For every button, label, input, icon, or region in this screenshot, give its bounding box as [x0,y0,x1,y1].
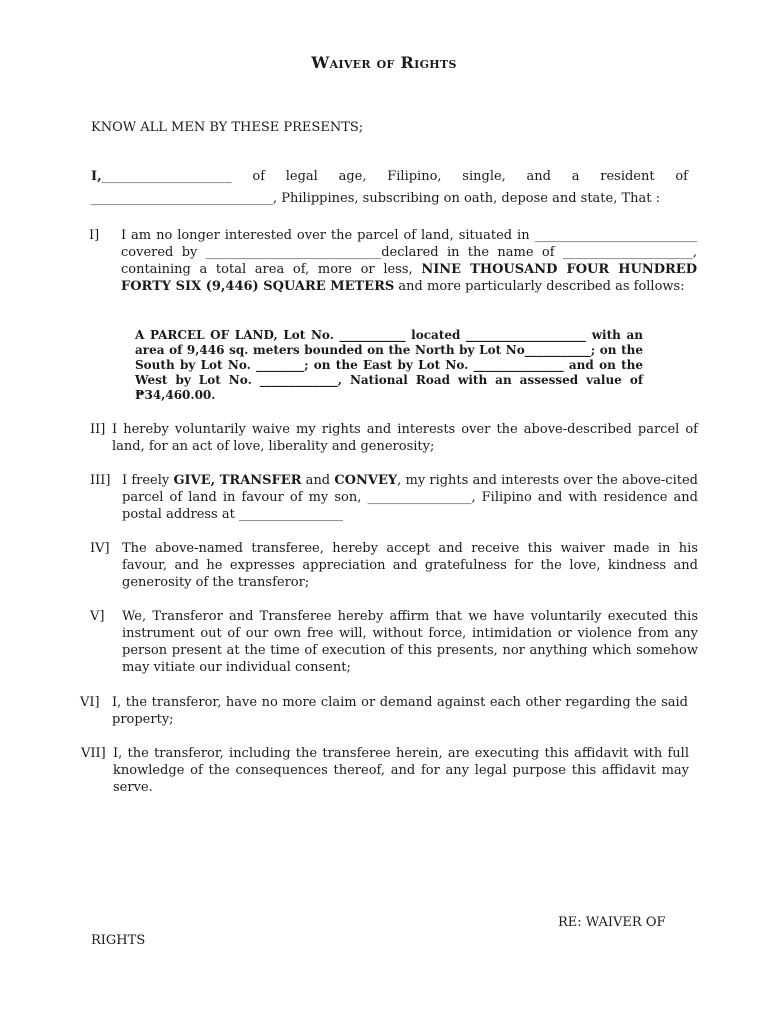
section-2-number: II] [90,422,106,437]
section-6 [80,694,688,728]
intro-text: KNOW ALL MEN BY THESE PRESENTS; [91,120,364,135]
section-6-text: I, the transferor, have no more claim or demand against each other regarding the said property; [112,695,688,727]
section-3-give-transfer: GIVE, TRANSFER [173,473,302,488]
section-3-pre: I freely [122,473,174,488]
section-7-text: I, the transferor, including the transferee herein, are executing this affidavit with full knowledge of the consequences thereof, and for any legal purpose this affidavit may serve. [113,746,689,795]
opening-pronoun: I, [91,169,102,184]
section-4-text: The above-named transferee, hereby accept and receive this waiver made in his favour, and he expresses appreciation and gratefulness for the love, kindness and generosity of the transferor; [122,541,698,590]
section-2-text: I hereby voluntarily waive my rights and interests over the above-described parcel of land, for an act of love, liberality and generosity; [112,422,698,454]
section-1-area-bold: NINE THOUSAND FOUR HUNDRED FORTY SIX (9,446) SQUARE METERS [121,262,697,294]
section-2 [90,421,698,455]
section-3-and: and [301,473,335,488]
section-3-rest: , my rights and interests over the above-cited parcel of land in favour of my son, ________________, Filipino and with residence and postal address at ________________ [122,473,698,522]
section-4-number: IV] [90,541,110,556]
section-1-text-b: and more particularly described as follows: [394,279,685,294]
section-5-number: V] [90,609,105,624]
section-3-number: III] [90,473,111,488]
section-1-number: I] [89,228,100,243]
section-3-convey: CONVEY [334,473,398,488]
section-1-text [121,227,697,295]
section-5-text: We, Transferor and Transferee hereby affirm that we have voluntarily executed this instrument out of our own free will, without force, intimidation or violence from any person present at the time of execution of this presents, nor anything which somehow may vitiate our individual consent; [122,609,698,675]
section-4 [90,540,698,591]
footer-reference: RE: WAIVER OF [558,915,666,930]
section-1-text-a: I am no longer interested over the parcel of land, situated in _________________________ covered by ___________________________declared in the name of ____________________, containing a total area of, more or less, [121,228,697,277]
opening-paragraph [91,166,688,210]
name-blank: ____________________ [101,169,232,184]
section-7-number: VII] [81,746,106,761]
section-6-number: VI] [80,695,100,710]
section-5 [90,608,698,676]
document-title: Waiver of Rights [311,53,457,72]
parcel-description: A PARCEL OF LAND, Lot No. ___________ located ____________________ with an area of 9,446 sq. meters bounded on the North by Lot No___________; on the South by Lot No. ________; on the East by Lot No. _______________ and on the West by Lot No. _____________, National Road with an assessed value of ₱34,460.00. [135,328,643,402]
section-3 [90,472,698,523]
section-7 [81,745,689,796]
footer-reference-continued: RIGHTS [91,933,146,948]
section-3-text [122,472,698,523]
section-1 [89,227,697,295]
opening-text: of legal age, Filipino, single, and a resident of ____________________________, Philippines, subscribing on oath, depose and state, That : [91,169,688,206]
